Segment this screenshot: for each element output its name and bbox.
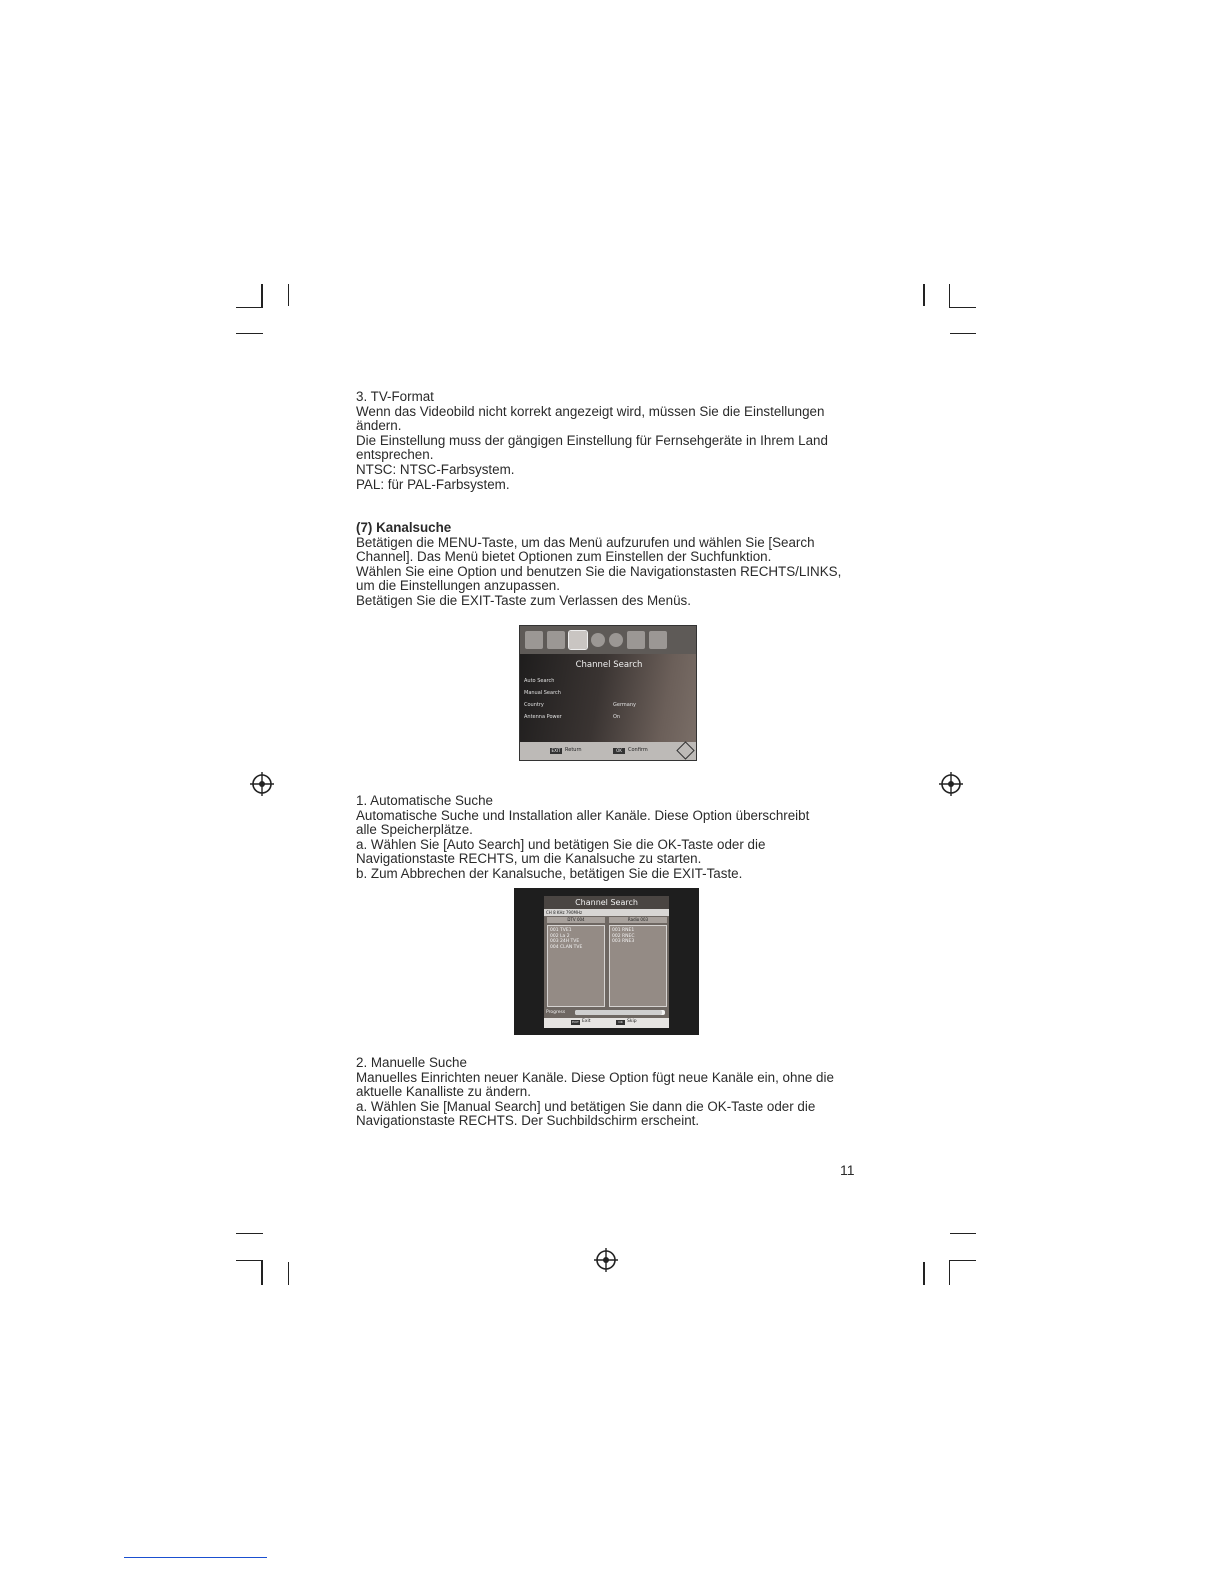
list-item: 003 RNE3 bbox=[612, 939, 635, 944]
progress-bar bbox=[575, 1010, 665, 1015]
text-line: a. Wählen Sie [Auto Search] und betätigen Sie die OK-Taste oder die bbox=[356, 836, 766, 852]
text-line: Wenn das Videobild nicht korrekt angezeigt wird, müssen Sie die Einstellungen bbox=[356, 403, 825, 419]
crop-mark bbox=[949, 1260, 950, 1285]
list-item: 003 24H TVE bbox=[550, 939, 580, 944]
menu-row-label: Auto Search bbox=[524, 678, 555, 684]
crop-mark bbox=[950, 333, 976, 334]
navigation-pad-icon bbox=[676, 741, 694, 759]
frequency-info: CH 8 KHz 790MHz bbox=[544, 909, 669, 916]
text-line: NTSC: NTSC-Farbsystem. bbox=[356, 461, 515, 477]
list-item: 001 RNE1 bbox=[612, 928, 635, 933]
exit-key-icon: EXIT bbox=[551, 748, 561, 753]
text-line: Betätigen Sie die EXIT-Taste zum Verlassen des Menüs. bbox=[356, 592, 691, 608]
crop-mark bbox=[923, 1262, 925, 1285]
ok-key-icon: OK bbox=[613, 748, 625, 754]
text-line: Die Einstellung muss der gängigen Einstellung für Fernsehgeräte in Ihrem Land bbox=[356, 432, 828, 448]
crop-mark bbox=[288, 1262, 289, 1285]
crop-mark bbox=[236, 307, 263, 308]
system-menu-icon bbox=[649, 631, 667, 649]
crop-mark bbox=[236, 333, 263, 334]
radio-list-header: Radio 003 bbox=[609, 917, 667, 923]
radio-channel-list bbox=[609, 925, 667, 1007]
crop-mark bbox=[949, 1260, 976, 1261]
option-menu-icon bbox=[627, 631, 645, 649]
footer-label: Exit bbox=[582, 1019, 591, 1024]
section-manual-search bbox=[356, 1056, 876, 1129]
registration-mark-icon bbox=[593, 1247, 619, 1273]
menu-icon-bar bbox=[520, 626, 696, 654]
menu-title: Channel Search bbox=[575, 660, 643, 670]
channel-search-menu-icon bbox=[569, 631, 587, 649]
ok-key-icon: OK bbox=[616, 1020, 625, 1025]
text-line: Betätigen die MENU-Taste, um das Menü aufzurufen und wählen Sie [Search bbox=[356, 534, 815, 550]
menu-row-value: On bbox=[613, 714, 621, 720]
crop-mark bbox=[288, 284, 289, 306]
text-line: PAL: für PAL-Farbsystem. bbox=[356, 476, 510, 492]
section-heading: 2. Manuelle Suche bbox=[356, 1055, 467, 1070]
tv-channel-list bbox=[547, 925, 605, 1007]
image-menu-icon bbox=[547, 631, 565, 649]
progress-fill bbox=[575, 1010, 662, 1015]
section-tv-format bbox=[356, 390, 876, 492]
section-heading: 3. TV-Format bbox=[356, 389, 434, 404]
footnote-rule bbox=[124, 1557, 267, 1558]
text-line: Channel]. Das Menü bietet Optionen zum Einstellen der Suchfunktion. bbox=[356, 549, 772, 565]
registration-mark-icon bbox=[249, 771, 275, 797]
channel-search-menu-screenshot bbox=[519, 625, 697, 761]
crop-mark bbox=[950, 1233, 976, 1234]
crop-mark bbox=[923, 284, 925, 306]
crop-mark bbox=[949, 284, 950, 308]
text-line: a. Wählen Sie [Manual Search] und betätigen Sie dann die OK-Taste oder die bbox=[356, 1098, 816, 1114]
crop-mark bbox=[236, 1260, 263, 1261]
crop-mark bbox=[236, 1233, 263, 1234]
picture-menu-icon bbox=[525, 631, 543, 649]
section-kanalsuche bbox=[356, 521, 876, 609]
text-line: alle Speicherplätze. bbox=[356, 822, 473, 838]
footer-label: Skip bbox=[627, 1019, 637, 1024]
menu-row-label: Country bbox=[524, 702, 544, 708]
footer-label: Confirm bbox=[628, 747, 648, 753]
text-line: Navigationstaste RECHTS, um die Kanalsuche zu starten. bbox=[356, 851, 702, 867]
tv-list-header: DTV 004 bbox=[547, 917, 605, 923]
list-item: 004 CLAN TVE bbox=[550, 944, 583, 950]
menu-row-label: Antenna Power bbox=[524, 714, 562, 720]
crop-mark bbox=[261, 1260, 263, 1285]
page-number: 11 bbox=[840, 1162, 855, 1178]
globe-menu-icon bbox=[591, 633, 605, 647]
crop-mark bbox=[261, 284, 263, 308]
exit-key-icon: EXIT bbox=[572, 1020, 579, 1024]
channel-search-progress-screenshot bbox=[514, 888, 699, 1035]
list-item: 002 La 2 bbox=[550, 933, 570, 939]
list-item: 001 TVE1 bbox=[550, 928, 572, 933]
text-line: Automatische Suche und Installation aller Kanäle. Diese Option überschreibt bbox=[356, 807, 810, 823]
time-menu-icon bbox=[609, 633, 623, 647]
text-line: Wählen Sie eine Option und benutzen Sie die Navigationstasten RECHTS/LINKS, bbox=[356, 563, 842, 579]
menu-footer bbox=[520, 742, 696, 760]
search-title: Channel Search bbox=[544, 896, 669, 909]
section-heading: (7) Kanalsuche bbox=[356, 520, 452, 535]
list-item: 002 RNEC bbox=[612, 933, 635, 939]
text-line: aktuelle Kanalliste zu ändern. bbox=[356, 1084, 531, 1100]
menu-row-label: Manual Search bbox=[524, 690, 561, 696]
text-line: um die Einstellungen anzupassen. bbox=[356, 578, 560, 594]
search-screen bbox=[544, 896, 669, 1028]
crop-mark bbox=[949, 307, 976, 308]
section-heading: 1. Automatische Suche bbox=[356, 793, 493, 808]
text-line: ändern. bbox=[356, 418, 402, 434]
menu-row-value: Germany bbox=[613, 702, 636, 708]
search-footer bbox=[544, 1018, 669, 1028]
progress-label: Progress bbox=[546, 1010, 566, 1015]
text-line: Manuelles Einrichten neuer Kanäle. Diese Option fügt neue Kanäle ein, ohne die bbox=[356, 1069, 834, 1085]
text-line: b. Zum Abbrechen der Kanalsuche, betätigen Sie die EXIT-Taste. bbox=[356, 865, 743, 881]
text-line: entsprechen. bbox=[356, 447, 434, 463]
footer-label: Return bbox=[565, 747, 582, 753]
section-auto-search bbox=[356, 794, 876, 882]
text-line: Navigationstaste RECHTS. Der Suchbildschirm erscheint. bbox=[356, 1113, 700, 1129]
registration-mark-icon bbox=[938, 771, 964, 797]
